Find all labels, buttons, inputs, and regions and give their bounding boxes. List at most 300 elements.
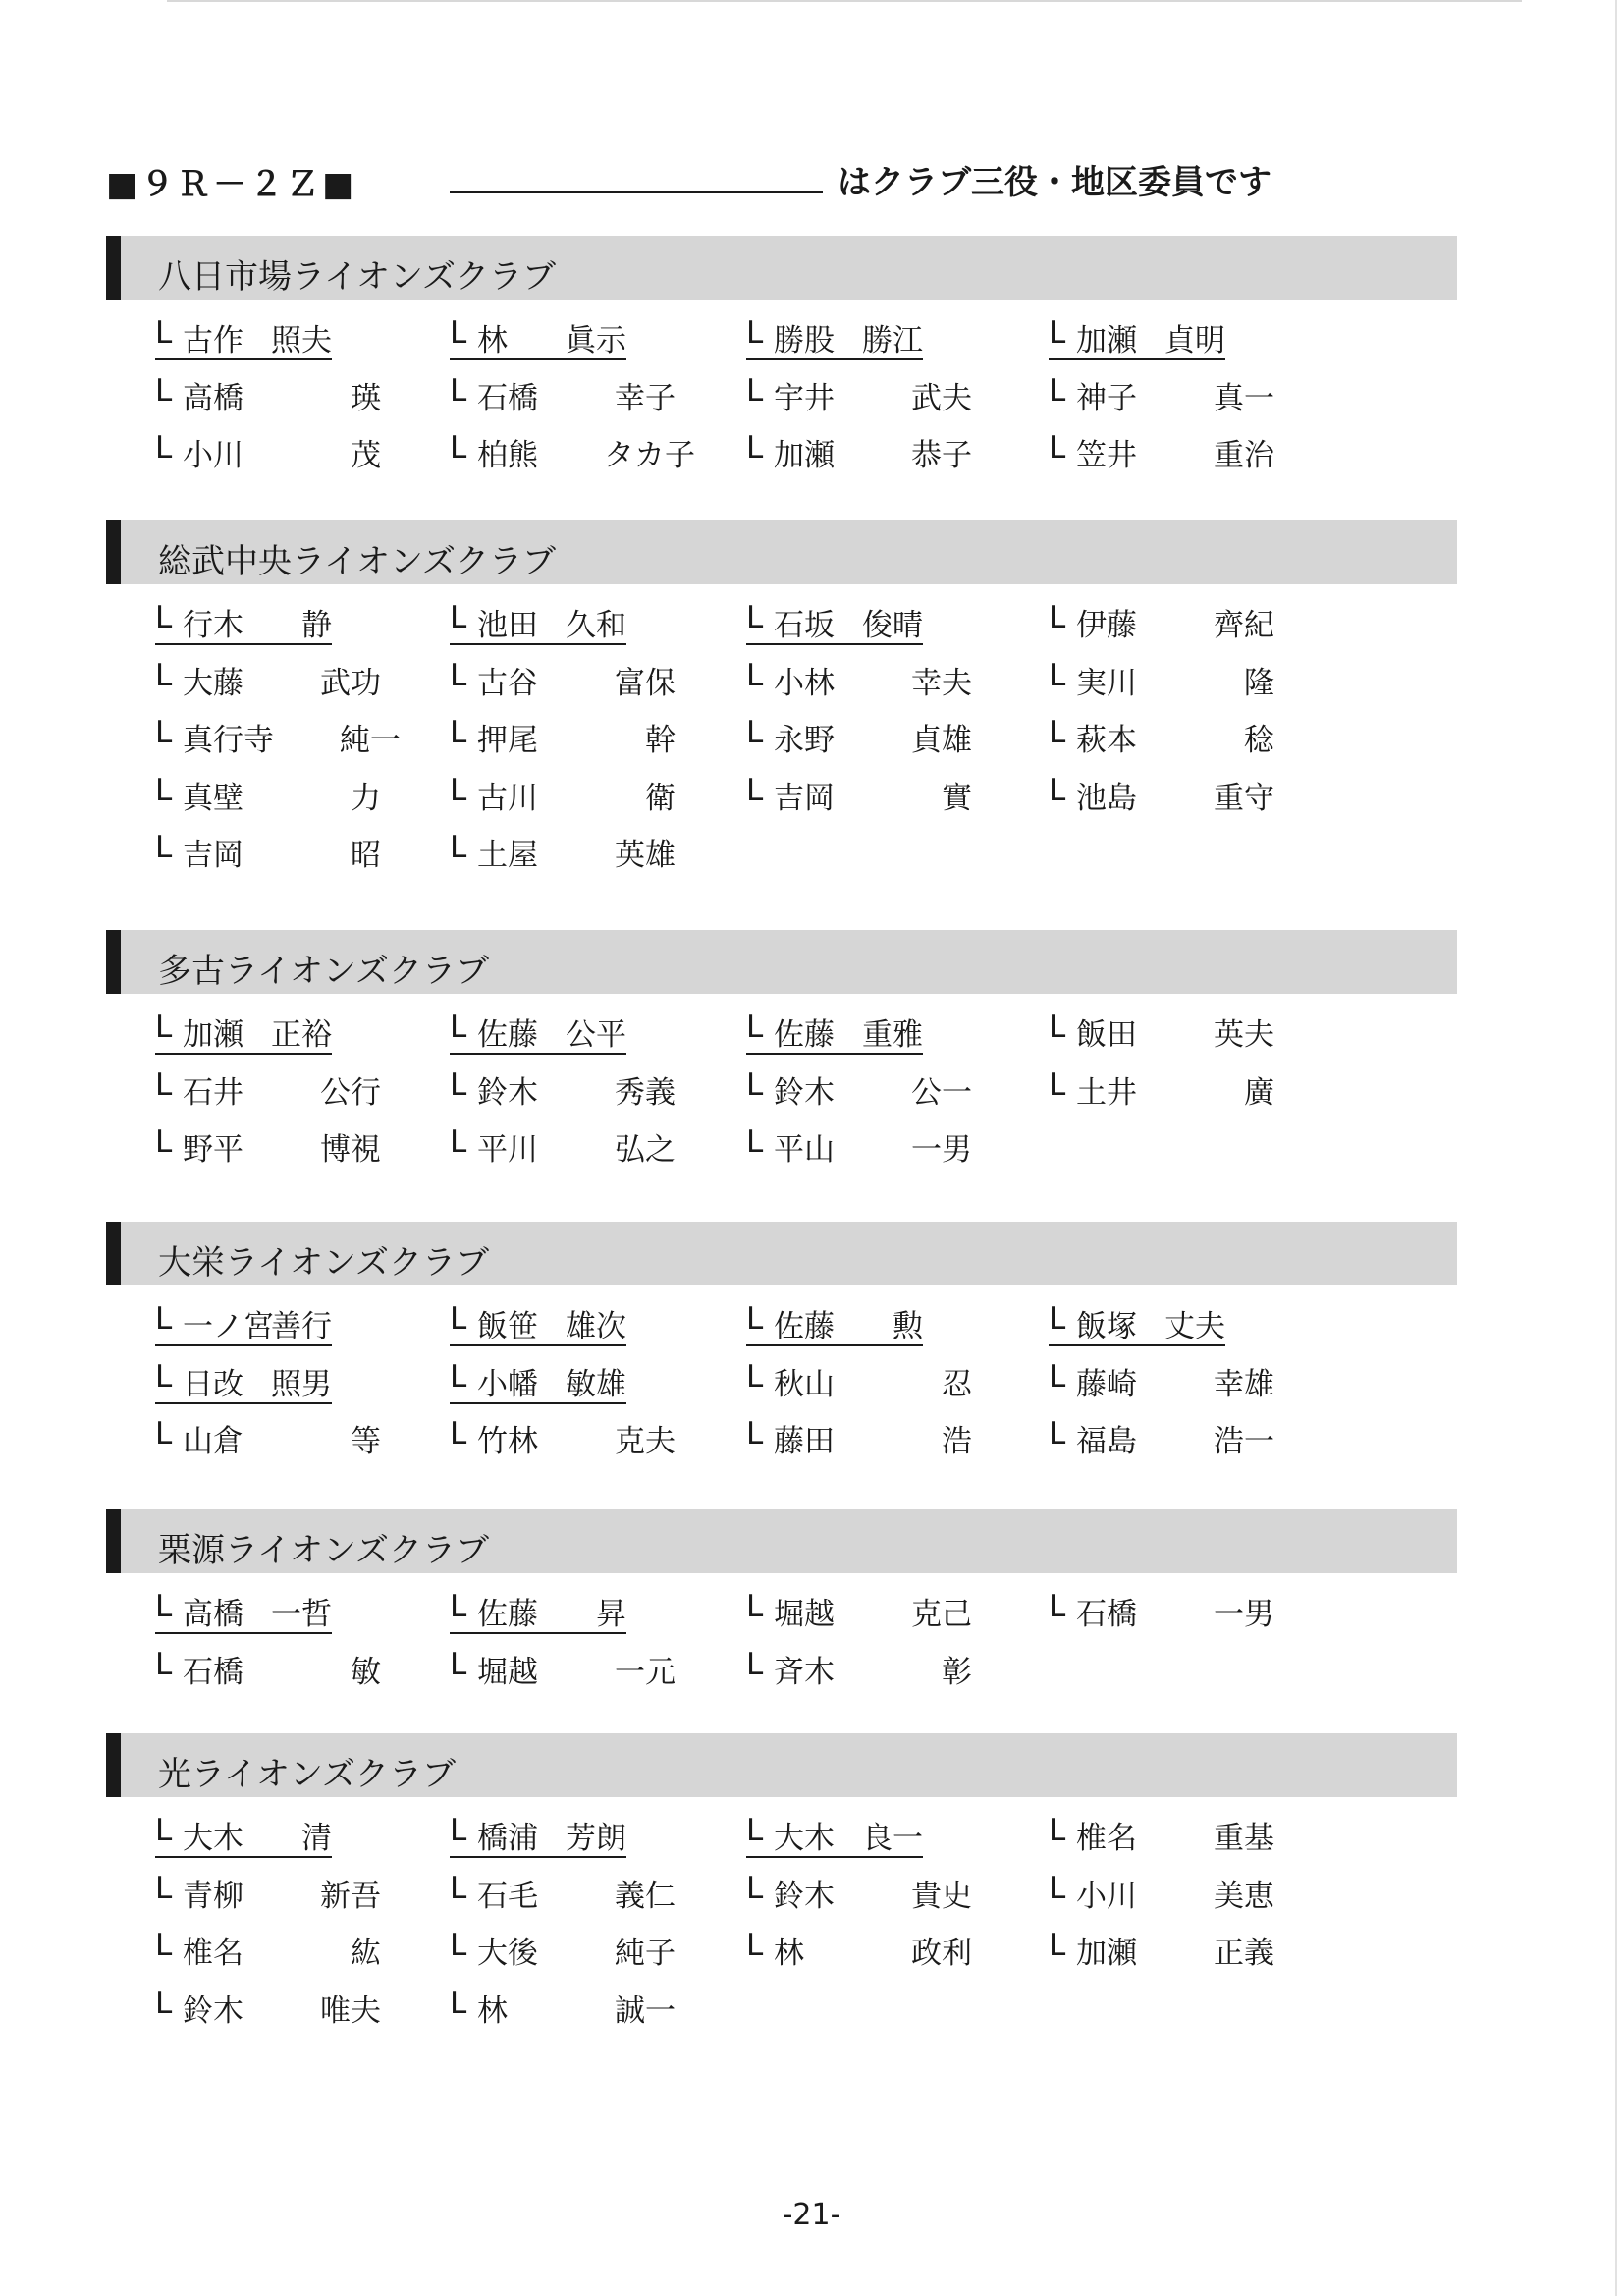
- lion-prefix: L: [155, 600, 173, 635]
- lion-prefix: L: [746, 657, 764, 693]
- member-surname: 平山: [774, 1132, 835, 1168]
- member-given-name: 弘之: [615, 1132, 676, 1168]
- member-surname: 石橋: [477, 380, 538, 416]
- member-surname: 飯笹: [477, 1309, 538, 1344]
- lion-prefix: L: [746, 1066, 764, 1103]
- member-surname: 石坂: [774, 608, 835, 643]
- member-surname: 古作: [183, 323, 243, 358]
- member-surname: 福島: [1076, 1424, 1137, 1459]
- lion-prefix: L: [746, 715, 764, 750]
- member-row: [106, 998, 1457, 1056]
- lion-prefix: L: [155, 1646, 173, 1682]
- member-entry: [1049, 1416, 1274, 1459]
- member-row: [106, 1404, 1457, 1462]
- lion-prefix: L: [746, 1589, 764, 1624]
- member-surname: 野平: [183, 1132, 243, 1168]
- member-surname: 伊藤: [1076, 608, 1137, 643]
- member-given-name: 勝江: [862, 323, 923, 358]
- member-row: [106, 1347, 1457, 1405]
- lion-prefix: L: [746, 600, 764, 635]
- lion-prefix: L: [450, 715, 467, 750]
- member-entry: [450, 1067, 676, 1111]
- member-grid: [106, 303, 1457, 476]
- member-given-name: 誠一: [615, 1993, 676, 2029]
- member-row: [106, 1801, 1457, 1859]
- club-name: 栗源ライオンズクラブ: [158, 1531, 489, 1570]
- member-given-name: 雄次: [566, 1309, 626, 1344]
- lion-prefix: L: [155, 772, 173, 808]
- member-grid: [106, 588, 1457, 876]
- member-entry: [746, 715, 972, 758]
- member-entry: [746, 1647, 972, 1690]
- member-given-name: 公行: [320, 1074, 381, 1111]
- member-surname: 大木: [183, 1821, 243, 1856]
- lion-prefix: L: [155, 715, 173, 750]
- officer-member-entry: [155, 315, 332, 358]
- member-surname: 鈴木: [774, 1878, 835, 1914]
- lion-prefix: L: [450, 1416, 467, 1451]
- member-entry: [1049, 1928, 1274, 1971]
- member-surname: 加瀬: [1076, 1936, 1137, 1971]
- member-given-name: 忍: [942, 1366, 972, 1402]
- member-entry: [746, 1124, 972, 1168]
- member-entry: [1049, 1813, 1274, 1856]
- lion-prefix: L: [155, 1010, 173, 1045]
- member-given-name: 重治: [1214, 438, 1274, 473]
- member-entry: [450, 773, 676, 816]
- member-entry: [450, 373, 676, 416]
- member-entry: [746, 373, 972, 416]
- member-entry: [155, 1067, 381, 1111]
- member-surname: 加瀬: [1076, 323, 1137, 358]
- member-given-name: 一男: [1214, 1597, 1274, 1632]
- member-entry: [1049, 1067, 1274, 1111]
- club-header-bar: [106, 520, 1457, 584]
- member-surname: 一ノ宮: [183, 1309, 274, 1344]
- lion-prefix: L: [450, 830, 467, 865]
- member-given-name: 貞雄: [911, 723, 972, 758]
- lion-prefix: L: [450, 1124, 467, 1160]
- member-surname: 佐藤: [774, 1017, 835, 1053]
- member-given-name: 實: [942, 780, 972, 816]
- member-surname: 池島: [1076, 780, 1137, 816]
- member-grid: [106, 1577, 1457, 1692]
- member-given-name: 重雅: [862, 1017, 923, 1053]
- member-given-name: 秀義: [615, 1074, 676, 1111]
- member-surname: 池田: [477, 608, 538, 643]
- member-given-name: 貞明: [1164, 323, 1225, 358]
- member-given-name: 俊晴: [862, 608, 923, 643]
- member-given-name: 武夫: [911, 380, 972, 416]
- lion-prefix: L: [155, 1928, 173, 1963]
- lion-prefix: L: [450, 1985, 467, 2021]
- member-surname: 堀越: [477, 1654, 538, 1690]
- member-given-name: 力: [351, 780, 381, 816]
- lion-prefix: L: [1049, 1010, 1066, 1045]
- member-given-name: 幸子: [615, 380, 676, 416]
- member-entry: [450, 715, 676, 758]
- officer-member-entry: [155, 600, 332, 643]
- member-given-name: 昇: [596, 1597, 626, 1632]
- member-surname: 神子: [1076, 380, 1137, 416]
- member-surname: 佐藤: [774, 1309, 835, 1344]
- member-surname: 石井: [183, 1074, 243, 1111]
- member-entry: [450, 1647, 676, 1690]
- member-given-name: 重基: [1214, 1821, 1274, 1856]
- member-entry: [450, 1928, 676, 1971]
- member-surname: 林: [477, 1993, 508, 2029]
- member-entry: [1049, 1359, 1274, 1402]
- club-header-bar: [106, 1733, 1457, 1797]
- member-entry: [155, 430, 381, 473]
- lion-prefix: L: [155, 1589, 173, 1624]
- club-name: 多古ライオンズクラブ: [158, 952, 489, 991]
- lion-prefix: L: [1049, 1813, 1066, 1848]
- lion-prefix: L: [450, 1301, 467, 1337]
- member-given-name: 純一: [340, 723, 401, 758]
- member-given-name: 茂: [351, 438, 381, 473]
- member-given-name: 重守: [1214, 780, 1274, 816]
- member-given-name: 良一: [862, 1821, 923, 1856]
- member-surname: 宇井: [774, 380, 835, 416]
- member-entry: [155, 373, 381, 416]
- club-name: 八日市場ライオンズクラブ: [158, 257, 556, 297]
- member-surname: 笠井: [1076, 438, 1137, 473]
- member-row: [106, 1113, 1457, 1171]
- lion-prefix: L: [1049, 315, 1066, 351]
- lion-prefix: L: [155, 1066, 173, 1103]
- officer-sample-underline: [450, 191, 823, 193]
- lion-prefix: L: [1049, 772, 1066, 808]
- club-header-bar: [106, 236, 1457, 300]
- member-given-name: 一男: [911, 1132, 972, 1168]
- member-given-name: 浩: [942, 1424, 972, 1459]
- club-name: 光ライオンズクラブ: [158, 1755, 456, 1794]
- lion-prefix: L: [1049, 430, 1066, 465]
- member-surname: 藤崎: [1076, 1366, 1137, 1402]
- member-surname: 柏熊: [477, 438, 538, 473]
- member-given-name: 衛: [645, 780, 676, 816]
- member-given-name: 敏: [351, 1654, 381, 1690]
- officer-member-entry: [155, 1359, 332, 1402]
- club-header-bar: [106, 930, 1457, 994]
- lion-prefix: L: [155, 1870, 173, 1906]
- officer-member-entry: [450, 1359, 626, 1402]
- officer-member-entry: [746, 600, 923, 643]
- member-entry: [1049, 373, 1274, 416]
- member-row: [106, 303, 1457, 361]
- officer-member-entry: [155, 1589, 332, 1632]
- lion-prefix: L: [1049, 1301, 1066, 1337]
- member-grid: [106, 1289, 1457, 1462]
- member-given-name: 一哲: [271, 1597, 332, 1632]
- member-given-name: 芳朗: [566, 1821, 626, 1856]
- lion-prefix: L: [746, 1928, 764, 1963]
- member-given-name: 公平: [566, 1017, 626, 1053]
- member-given-name: タカ子: [604, 438, 695, 473]
- member-given-name: 英雄: [615, 838, 676, 873]
- member-surname: 実川: [1076, 665, 1137, 701]
- lion-prefix: L: [155, 1124, 173, 1160]
- member-surname: 小林: [774, 665, 835, 701]
- officer-member-entry: [746, 1813, 923, 1856]
- member-surname: 石毛: [477, 1878, 538, 1914]
- member-entry: [450, 1416, 676, 1459]
- lion-prefix: L: [1049, 372, 1066, 409]
- member-surname: 日改: [183, 1366, 243, 1402]
- member-entry: [1049, 715, 1274, 758]
- member-surname: 飯田: [1076, 1017, 1137, 1053]
- lion-prefix: L: [450, 772, 467, 808]
- member-surname: 土屋: [477, 838, 538, 873]
- member-surname: 大後: [477, 1936, 538, 1971]
- club-name: 総武中央ライオンズクラブ: [158, 542, 556, 581]
- member-given-name: 幸雄: [1214, 1366, 1274, 1402]
- lion-prefix: L: [746, 1301, 764, 1337]
- club-section: [106, 1509, 1457, 1692]
- lion-prefix: L: [746, 1010, 764, 1045]
- member-given-name: 紘: [351, 1936, 381, 1971]
- officer-note: はクラブ三役・地区委員です: [838, 163, 1271, 202]
- member-surname: 小川: [1076, 1878, 1137, 1914]
- lion-prefix: L: [450, 315, 467, 351]
- member-entry: [1049, 600, 1274, 643]
- lion-prefix: L: [746, 315, 764, 351]
- member-given-name: 照夫: [271, 323, 332, 358]
- officer-member-entry: [1049, 1301, 1225, 1344]
- member-given-name: 静: [301, 608, 332, 643]
- club-section: [106, 1733, 1457, 2031]
- member-given-name: 勲: [893, 1309, 923, 1344]
- lion-prefix: L: [450, 1010, 467, 1045]
- lion-prefix: L: [155, 372, 173, 409]
- member-surname: 加瀬: [183, 1017, 243, 1053]
- lion-prefix: L: [155, 430, 173, 465]
- member-entry: [746, 1928, 972, 1971]
- officer-member-entry: [746, 315, 923, 358]
- member-surname: 石橋: [1076, 1597, 1137, 1632]
- officer-member-entry: [155, 1010, 332, 1053]
- officer-member-entry: [450, 1589, 626, 1632]
- lion-prefix: L: [450, 1646, 467, 1682]
- lion-prefix: L: [746, 1124, 764, 1160]
- lion-prefix: L: [450, 1589, 467, 1624]
- member-surname: 佐藤: [477, 1017, 538, 1053]
- member-surname: 高橋: [183, 1597, 243, 1632]
- member-surname: 高橋: [183, 380, 243, 416]
- member-entry: [746, 1871, 972, 1914]
- member-entry: [1049, 1010, 1274, 1053]
- member-entry: [746, 1589, 972, 1632]
- member-surname: 椎名: [183, 1936, 243, 1971]
- lion-prefix: L: [450, 1870, 467, 1906]
- member-given-name: 博視: [320, 1132, 381, 1168]
- lion-prefix: L: [155, 1301, 173, 1337]
- club-header-bar: [106, 1222, 1457, 1285]
- member-surname: 真行寺: [183, 723, 274, 758]
- lion-prefix: L: [746, 1358, 764, 1394]
- lion-prefix: L: [746, 1646, 764, 1682]
- lion-prefix: L: [746, 430, 764, 465]
- member-entry: [746, 1416, 972, 1459]
- lion-prefix: L: [450, 600, 467, 635]
- member-given-name: 新吾: [320, 1878, 381, 1914]
- member-entry: [155, 1928, 381, 1971]
- member-surname: 大木: [774, 1821, 835, 1856]
- member-surname: 飯塚: [1076, 1309, 1137, 1344]
- member-entry: [746, 1359, 972, 1402]
- member-row: [106, 1577, 1457, 1635]
- member-given-name: 丈夫: [1164, 1309, 1225, 1344]
- club-section: [106, 520, 1457, 876]
- member-surname: 土井: [1076, 1074, 1137, 1111]
- member-given-name: 敏雄: [566, 1366, 626, 1402]
- lion-prefix: L: [450, 1358, 467, 1394]
- member-surname: 竹林: [477, 1424, 538, 1459]
- member-given-name: 清: [301, 1821, 332, 1856]
- member-given-name: 浩一: [1214, 1424, 1274, 1459]
- member-given-name: 貴史: [911, 1878, 972, 1914]
- member-surname: 青柳: [183, 1878, 243, 1914]
- member-entry: [1049, 1871, 1274, 1914]
- lion-prefix: L: [155, 830, 173, 865]
- member-entry: [450, 1124, 676, 1168]
- officer-member-entry: [450, 1813, 626, 1856]
- member-entry: [1049, 773, 1274, 816]
- member-given-name: 善行: [271, 1309, 332, 1344]
- member-surname: 古川: [477, 780, 538, 816]
- member-given-name: 義仁: [615, 1878, 676, 1914]
- member-given-name: 富保: [615, 665, 676, 701]
- officer-member-entry: [450, 600, 626, 643]
- member-surname: 小幡: [477, 1366, 538, 1402]
- member-entry: [155, 658, 381, 701]
- officer-member-entry: [746, 1010, 923, 1053]
- lion-prefix: L: [1049, 1870, 1066, 1906]
- member-given-name: 廣: [1244, 1074, 1274, 1111]
- page-header: [106, 147, 1333, 206]
- member-surname: 鈴木: [477, 1074, 538, 1111]
- member-given-name: 克夫: [615, 1424, 676, 1459]
- member-entry: [746, 658, 972, 701]
- lion-prefix: L: [1049, 1589, 1066, 1624]
- member-surname: 大藤: [183, 665, 243, 701]
- scan-right-edge: [1615, 0, 1617, 2296]
- member-entry: [155, 1124, 381, 1168]
- member-given-name: 彰: [942, 1654, 972, 1690]
- lion-prefix: L: [155, 1416, 173, 1451]
- member-surname: 行木: [183, 608, 243, 643]
- lion-prefix: L: [155, 1985, 173, 2021]
- member-surname: 古谷: [477, 665, 538, 701]
- member-surname: 鈴木: [183, 1993, 243, 2029]
- member-surname: 小川: [183, 438, 243, 473]
- officer-member-entry: [155, 1813, 332, 1856]
- officer-member-entry: [450, 1010, 626, 1053]
- member-given-name: 克己: [911, 1597, 972, 1632]
- lion-prefix: L: [450, 1066, 467, 1103]
- member-grid: [106, 998, 1457, 1171]
- member-given-name: 正裕: [271, 1017, 332, 1053]
- member-given-name: 瑛: [351, 380, 381, 416]
- scan-top-edge: [167, 0, 1522, 2]
- member-given-name: 稔: [1244, 723, 1274, 758]
- member-row: [106, 818, 1457, 876]
- member-entry: [746, 1067, 972, 1111]
- member-row: [106, 1974, 1457, 2032]
- member-given-name: 恭子: [911, 438, 972, 473]
- member-surname: 萩本: [1076, 723, 1137, 758]
- member-row: [106, 1635, 1457, 1693]
- member-entry: [155, 1647, 381, 1690]
- member-surname: 山倉: [183, 1424, 243, 1459]
- officer-member-entry: [155, 1301, 332, 1344]
- member-row: [106, 1056, 1457, 1114]
- member-entry: [155, 1986, 381, 2029]
- member-given-name: 真一: [1214, 380, 1274, 416]
- member-surname: 吉岡: [183, 838, 243, 873]
- member-surname: 林: [477, 323, 508, 358]
- member-entry: [155, 830, 381, 873]
- lion-prefix: L: [1049, 1416, 1066, 1451]
- member-entry: [1049, 1589, 1274, 1632]
- member-row: [106, 1859, 1457, 1917]
- member-entry: [155, 773, 381, 816]
- member-entry: [746, 430, 972, 473]
- officer-member-entry: [746, 1301, 923, 1344]
- member-row: [106, 361, 1457, 419]
- member-surname: 勝股: [774, 323, 835, 358]
- member-surname: 堀越: [774, 1597, 835, 1632]
- member-given-name: 武功: [320, 665, 381, 701]
- lion-prefix: L: [450, 1813, 467, 1848]
- lion-prefix: L: [450, 1928, 467, 1963]
- member-entry: [450, 1986, 676, 2029]
- lion-prefix: L: [155, 1358, 173, 1394]
- member-given-name: 照男: [271, 1366, 332, 1402]
- member-row: [106, 646, 1457, 704]
- member-surname: 平川: [477, 1132, 538, 1168]
- club-section: [106, 930, 1457, 1171]
- member-given-name: 美恵: [1214, 1878, 1274, 1914]
- member-entry: [155, 715, 401, 758]
- lion-prefix: L: [1049, 657, 1066, 693]
- lion-prefix: L: [746, 772, 764, 808]
- member-given-name: 幹: [645, 723, 676, 758]
- member-entry: [450, 658, 676, 701]
- member-given-name: 正義: [1214, 1936, 1274, 1971]
- member-entry: [450, 430, 695, 473]
- member-surname: 橋浦: [477, 1821, 538, 1856]
- club-name: 大栄ライオンズクラブ: [158, 1243, 489, 1283]
- member-grid: [106, 1801, 1457, 2031]
- member-given-name: 幸夫: [911, 665, 972, 701]
- member-entry: [155, 1871, 381, 1914]
- member-given-name: 眞示: [566, 323, 626, 358]
- member-row: [106, 761, 1457, 819]
- lion-prefix: L: [746, 372, 764, 409]
- member-surname: 林: [774, 1936, 804, 1971]
- member-surname: 秋山: [774, 1366, 835, 1402]
- member-entry: [746, 773, 972, 816]
- member-given-name: 一元: [615, 1654, 676, 1690]
- lion-prefix: L: [450, 657, 467, 693]
- member-row: [106, 588, 1457, 646]
- lion-prefix: L: [746, 1870, 764, 1906]
- lion-prefix: L: [746, 1416, 764, 1451]
- member-given-name: 齊紀: [1214, 608, 1274, 643]
- club-section: [106, 236, 1457, 476]
